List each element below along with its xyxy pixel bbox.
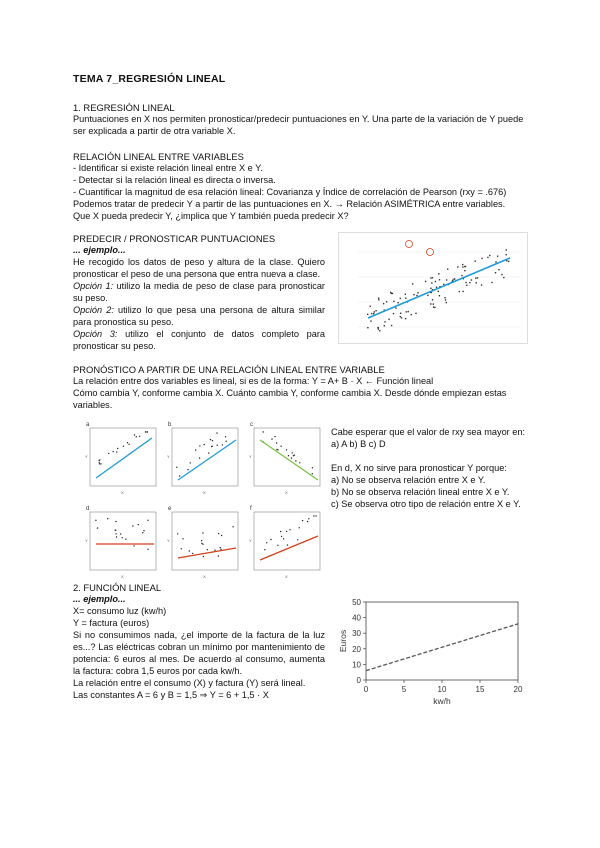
scatter-panel-e (166, 502, 242, 582)
scatter-dot (405, 318, 406, 319)
panel-dot (276, 449, 277, 450)
panel-dot (138, 524, 139, 525)
panel-dot (120, 533, 121, 534)
panel-dot (195, 449, 196, 450)
panel-x-label: X (203, 574, 206, 579)
panel-dot (192, 553, 193, 554)
predecir-text1: He recogido los datos de peso y altura de la clase. Quiero pronosticar el peso de una persona que entra nueva a clase. (73, 257, 325, 279)
panel-label: b (168, 422, 172, 428)
scatter-dot (466, 285, 467, 286)
panel-dot (189, 550, 190, 551)
scatter-dot (378, 299, 379, 300)
scatter-dot (400, 298, 401, 299)
y-axis-label: Euros (338, 629, 348, 653)
scatter-dot (462, 264, 463, 265)
scatter-dot (438, 291, 439, 292)
panel-dot (266, 542, 267, 543)
predecir-ejemplo: ... ejemplo... (73, 245, 126, 255)
scatter-dot (447, 269, 448, 270)
scatter-dot (439, 295, 440, 296)
predecir-heading: PREDECIR / PRONOSTICAR PUNTUACIONES (73, 233, 276, 244)
panel-dot (218, 555, 219, 556)
scatter-panel-c (248, 418, 324, 498)
relacion-heading: RELACIÓN LINEAL ENTRE VARIABLES (73, 151, 244, 162)
panel-dot (280, 531, 281, 532)
funcion-constantes: Las constantes A = 6 y B = 1,5 ⇒ Y = 6 + 1,5 · X (73, 690, 269, 700)
panel-dot (203, 556, 204, 557)
panel-dot (147, 431, 148, 432)
relacion-bullet1: - Identificar si existe relación lineal entre X e Y. (73, 163, 263, 173)
scatter-dot (491, 282, 492, 283)
scatter-dot (432, 299, 433, 300)
scatter-dot (386, 301, 387, 302)
panel-dot (199, 457, 200, 458)
scatter-panel-d (84, 502, 160, 582)
panel-dot (214, 550, 215, 551)
scatter-dot (457, 266, 458, 267)
panel-x-label: X (121, 490, 124, 495)
panel-dot (99, 459, 100, 460)
scatter-dot (367, 314, 368, 315)
funcion-ejemplo: ... ejemplo... (73, 594, 126, 604)
panel-dot (307, 521, 308, 522)
scatter-dot (395, 307, 396, 308)
scatter-dot (417, 292, 418, 293)
scatter-dot (471, 279, 472, 280)
panel-dot (204, 444, 205, 445)
scatter-dot (397, 302, 398, 303)
panel-dot (288, 455, 289, 456)
question1: Cabe esperar que el valor de rxy sea mayor en: (331, 427, 526, 437)
panel-dot (176, 467, 177, 468)
page-title: TEMA 7_REGRESIÓN LINEAL (73, 73, 226, 85)
panel-dot (222, 444, 223, 445)
answer-b: b) No se observa relación lineal entre X e Y. (331, 487, 510, 497)
funcion-y-def: Y = factura (euros) (73, 618, 150, 628)
panel-frame (254, 512, 320, 570)
scatter-dot (454, 278, 455, 279)
scatter-dot (433, 303, 434, 304)
panel-dot (115, 521, 116, 522)
scatter-dot (446, 279, 447, 280)
opcion3-text: utilizo el conjunto de datos completo para pronosticar su peso. (73, 329, 326, 351)
panel-x-label: X (121, 574, 124, 579)
relacion-bullet2: - Detectar si la relación lineal es directa o inversa. (73, 175, 276, 185)
panel-dot (208, 452, 209, 453)
scatter-dot (393, 301, 394, 302)
scatter-dot (477, 277, 478, 278)
funcion-body (73, 593, 325, 701)
panel-dot (99, 462, 100, 463)
panel-dot (293, 455, 294, 456)
scatter-dot (400, 313, 401, 314)
panel-dot (232, 526, 233, 527)
section1-body (73, 113, 533, 137)
scatter-dot (495, 261, 496, 262)
scatter-dot (506, 254, 507, 255)
opcion1-label: Opción 1: (73, 281, 114, 291)
panel-dot (297, 539, 298, 540)
scatter-dot (434, 307, 435, 308)
scatter-panel-b (166, 418, 242, 498)
scatter-dot (461, 275, 462, 276)
pronostico-line3: variables. (73, 400, 113, 410)
scatter-dot (393, 313, 394, 314)
pronostico-line1: La relación entre dos variables es lineal, si es de la forma: Y = A+ B · X ← Función lineal (73, 376, 434, 386)
scatter-dot (373, 313, 374, 314)
panel-dot (312, 473, 313, 474)
scatter-dot (415, 313, 416, 314)
relacion-bullet3: - Cuantificar la magnitud de esa relación lineal: Covarianza y Índice de correlación de Pearson (rxy = .676) (73, 187, 507, 197)
scatter-dot (497, 256, 498, 257)
panel-y-label: Y (85, 538, 88, 543)
scatter-dot (445, 299, 446, 300)
scatter-dot (391, 325, 392, 326)
panel-dot (286, 449, 287, 450)
x-tick-label: 0 (363, 685, 369, 694)
panel-dot (226, 441, 227, 442)
scatter-dot (462, 291, 463, 292)
scatter-dot (433, 306, 434, 307)
scatter-dot (406, 311, 407, 312)
funcion-x-def: X= consumo luz (kw/h) (73, 606, 167, 616)
y-tick-label: 50 (352, 598, 361, 607)
scatter-dot (378, 298, 379, 299)
panel-dot (217, 445, 218, 446)
panel-dot (283, 538, 284, 539)
panel-dot (117, 448, 118, 449)
scatter-dot (481, 284, 482, 285)
scatter-dot (446, 302, 447, 303)
panel-dot (280, 446, 281, 447)
panel-dot (136, 436, 137, 437)
scatter-dot (495, 272, 496, 273)
scatter-dot (370, 306, 371, 307)
scatter-dot (465, 266, 466, 267)
panel-dot (122, 537, 123, 538)
panel-dot (212, 440, 213, 441)
panel-dot (181, 548, 182, 549)
pronostico-line2: Cómo cambia Y, conforme cambia X. Cuánto cambia Y, conforme cambia X. Desde dónde empiezan estas (73, 388, 507, 398)
panel-dot (271, 438, 272, 439)
question2: En d, X no sirve para pronosticar Y porque: (331, 463, 507, 473)
pronostico-body (73, 375, 543, 411)
scatter-dot (452, 280, 453, 281)
panel-dot (276, 442, 277, 443)
scatter-dot (405, 298, 406, 299)
panel-dot (220, 549, 221, 550)
y-tick-label: 10 (352, 660, 361, 670)
panel-dot (145, 431, 146, 432)
scatter-dot (498, 269, 499, 270)
scatter-dot (374, 311, 375, 312)
opcion1-text: utilizo la media de peso de clase para pronosticar su peso. (73, 281, 325, 303)
scatter-dot (379, 330, 380, 331)
x-tick-label: 15 (475, 685, 485, 694)
panel-dot (123, 446, 124, 447)
panel-label: d (86, 506, 90, 512)
scatter-dot (431, 282, 432, 283)
panel-label: f (250, 506, 252, 512)
y-tick-label: 20 (352, 644, 361, 654)
relacion-line4: Podemos tratar de predecir Y a partir de las puntuaciones en X. → Relación ASIMÉTRICA entre variables. (73, 199, 506, 209)
panel-dot (143, 530, 144, 531)
opcion3-label: Opción 3: (73, 329, 118, 339)
panel-dot (108, 453, 109, 454)
panel-dot (116, 451, 117, 452)
panel-dot (302, 520, 303, 521)
panel-y-label: Y (167, 454, 170, 459)
scatter-dot (481, 258, 482, 259)
scatter-dot (371, 313, 372, 314)
panel-dot (199, 445, 200, 446)
panel-x-label: X (285, 490, 288, 495)
scatter-dot (435, 281, 436, 282)
scatter-dot (405, 294, 406, 295)
scatter-dot (384, 321, 385, 322)
scatter-dot (412, 283, 413, 284)
panel-dot (287, 544, 288, 545)
panel-dot (147, 549, 148, 550)
panel-dot (134, 434, 135, 435)
answer-c: c) Se observa otro tipo de relación entre X e Y. (331, 499, 521, 509)
scatter-dot (413, 294, 414, 295)
scatter-dot (432, 277, 433, 278)
panel-dot (211, 446, 212, 447)
scatter-dot (503, 277, 504, 278)
scatter-dot (469, 282, 470, 283)
panel-dot (100, 463, 101, 464)
scatter-dot (501, 274, 502, 275)
panel-dot (313, 515, 314, 516)
predecir-body (73, 244, 325, 352)
panel-dot (177, 533, 178, 534)
funcion-text: Si no consumimos nada, ¿el importe de la factura de la luz es...? Las eléctricas cobran un mínimo por mantenimiento de potencia: 6 euros al mes. De acuerdo al consumo, aumenta la factura: cobra 1,5 euros por cada kw/h. (73, 630, 325, 676)
panel-dot (187, 469, 188, 470)
opcion2-text: utilizo lo que pesa una persona de altura similar para pronostica su peso. (73, 305, 326, 327)
panel-dot (274, 436, 275, 437)
scatter-panels (84, 418, 324, 578)
panel-dot (202, 544, 203, 545)
scatter-dot (401, 317, 402, 318)
scatter-panel-f (248, 502, 324, 582)
y-tick-label: 40 (352, 613, 361, 623)
scatter-dot (476, 282, 477, 283)
x-tick-label: 20 (513, 685, 523, 694)
panel-dot (202, 532, 203, 533)
panel-x-label: X (285, 574, 288, 579)
section1-line1: Puntuaciones en X nos permiten pronosticar/predecir puntuaciones en Y. Una parte de la variación de Y puede (73, 114, 524, 124)
panel-dot (107, 518, 108, 519)
section1-heading: 1. REGRESIÓN LINEAL (73, 102, 175, 113)
panel-frame (90, 512, 156, 570)
panel-dot (270, 539, 271, 540)
panel-dot (263, 431, 264, 432)
panel-dot (289, 529, 290, 530)
panel-dot (190, 462, 191, 463)
scatter-dot (489, 255, 490, 256)
panel-frame (254, 428, 320, 486)
pronostico-heading: PRONÓSTICO A PARTIR DE UNA RELACIÓN LINEAL ENTRE VARIABLE (73, 364, 385, 375)
panel-dot (127, 442, 128, 443)
questions-block (331, 426, 531, 510)
panel-dot (201, 543, 202, 544)
scatter-dot (425, 281, 426, 282)
panel-dot (142, 532, 143, 533)
scatter-dot (427, 295, 428, 296)
scatter-dot (430, 288, 431, 289)
y-tick-label: 0 (356, 676, 361, 685)
panel-y-label: Y (167, 538, 170, 543)
panel-dot (115, 530, 116, 531)
scatter-dot (475, 278, 476, 279)
answer-a: a) No se observa relación entre X e Y. (331, 475, 486, 485)
panel-dot (139, 436, 140, 437)
scatter-dot (459, 291, 460, 292)
panel-dot (147, 520, 148, 521)
funcion-relacion: La relación entre el consumo (X) y factura (Y) será lineal. (73, 678, 306, 688)
scatter-dot (384, 325, 385, 326)
relacion-line5: Que X pueda predecir Y, ¿implica que Y también pueda predecir X? (73, 211, 349, 221)
scatter-dot (443, 284, 444, 285)
panel-x-label: X (203, 490, 206, 495)
scatter-dot (487, 257, 488, 258)
scatter-dot (390, 292, 391, 293)
panel-dot (291, 457, 292, 458)
scatter-dot (439, 279, 440, 280)
x-tick-label: 5 (401, 685, 407, 694)
panel-dot (220, 547, 221, 548)
panel-frame (90, 428, 156, 486)
panel-dot (299, 462, 300, 463)
scatter-dot (436, 287, 437, 288)
panel-label: a (86, 422, 90, 428)
question1-options: a) A b) B c) D (331, 439, 386, 449)
panel-dot (218, 533, 219, 534)
panel-dot (182, 538, 183, 539)
panel-dot (132, 525, 133, 526)
panel-dot (133, 545, 134, 546)
panel-dot (125, 539, 126, 540)
panel-label: c (250, 422, 253, 428)
panel-dot (128, 444, 129, 445)
x-axis-label: kw/h (433, 696, 451, 706)
panel-dot (116, 536, 117, 537)
panel-dot (277, 545, 278, 546)
panel-dot (115, 533, 116, 534)
panel-dot (286, 531, 287, 532)
y-tick-label: 30 (352, 629, 361, 639)
scatter-dot (375, 310, 376, 311)
panel-y-label: Y (249, 538, 252, 543)
scatter-dot (370, 320, 371, 321)
scatter-dot (462, 266, 463, 267)
relacion-body (73, 162, 543, 222)
scatter-plot-peso-altura (338, 232, 528, 344)
panel-frame (172, 512, 238, 570)
panel-dot (308, 518, 309, 519)
funcion-heading: 2. FUNCIÓN LINEAL (73, 582, 162, 593)
panel-y-label: Y (249, 454, 252, 459)
scatter-dot (388, 319, 389, 320)
scatter-dot (506, 249, 507, 250)
scatter-panel-a (84, 418, 160, 498)
scatter-dot (416, 295, 417, 296)
scatter-dot (465, 282, 466, 283)
panel-dot (225, 436, 226, 437)
scatter-dot (378, 328, 379, 329)
section1-line2: ser explicada a partir de otra variable X. (73, 126, 236, 136)
panel-dot (299, 527, 300, 528)
x-tick-label: 10 (437, 685, 447, 694)
scatter-dot (377, 327, 378, 328)
scatter-dot (475, 261, 476, 262)
scatter-dot (411, 314, 412, 315)
opcion2-label: Opción 2: (73, 305, 114, 315)
scatter-dot (438, 273, 439, 274)
panel-dot (281, 536, 282, 537)
panel-dot (97, 527, 98, 528)
scatter-dot (430, 277, 431, 278)
panel-dot (95, 520, 96, 521)
panel-dot (315, 515, 316, 516)
scatter-dot (367, 327, 368, 328)
panel-dot (264, 549, 265, 550)
panel-dot (113, 451, 114, 452)
panel-dot (292, 452, 293, 453)
scatter-dot (400, 316, 401, 317)
panel-dot (179, 475, 180, 476)
scatter-dot (383, 303, 384, 304)
line-chart-factura (336, 592, 532, 710)
panel-y-label: Y (85, 454, 88, 459)
scatter-dot (464, 270, 465, 271)
panel-dot (221, 535, 222, 536)
scatter-dot (408, 311, 409, 312)
panel-dot (312, 467, 313, 468)
panel-dot (295, 460, 296, 461)
panel-dot (207, 549, 208, 550)
panel-dot (216, 432, 217, 433)
scatter-dot (430, 303, 431, 304)
scatter-dot (508, 261, 509, 262)
panel-dot (201, 540, 202, 541)
chart-frame (366, 602, 518, 680)
panel-label: e (168, 506, 172, 512)
scatter-dot (444, 297, 445, 298)
panel-dot (210, 439, 211, 440)
